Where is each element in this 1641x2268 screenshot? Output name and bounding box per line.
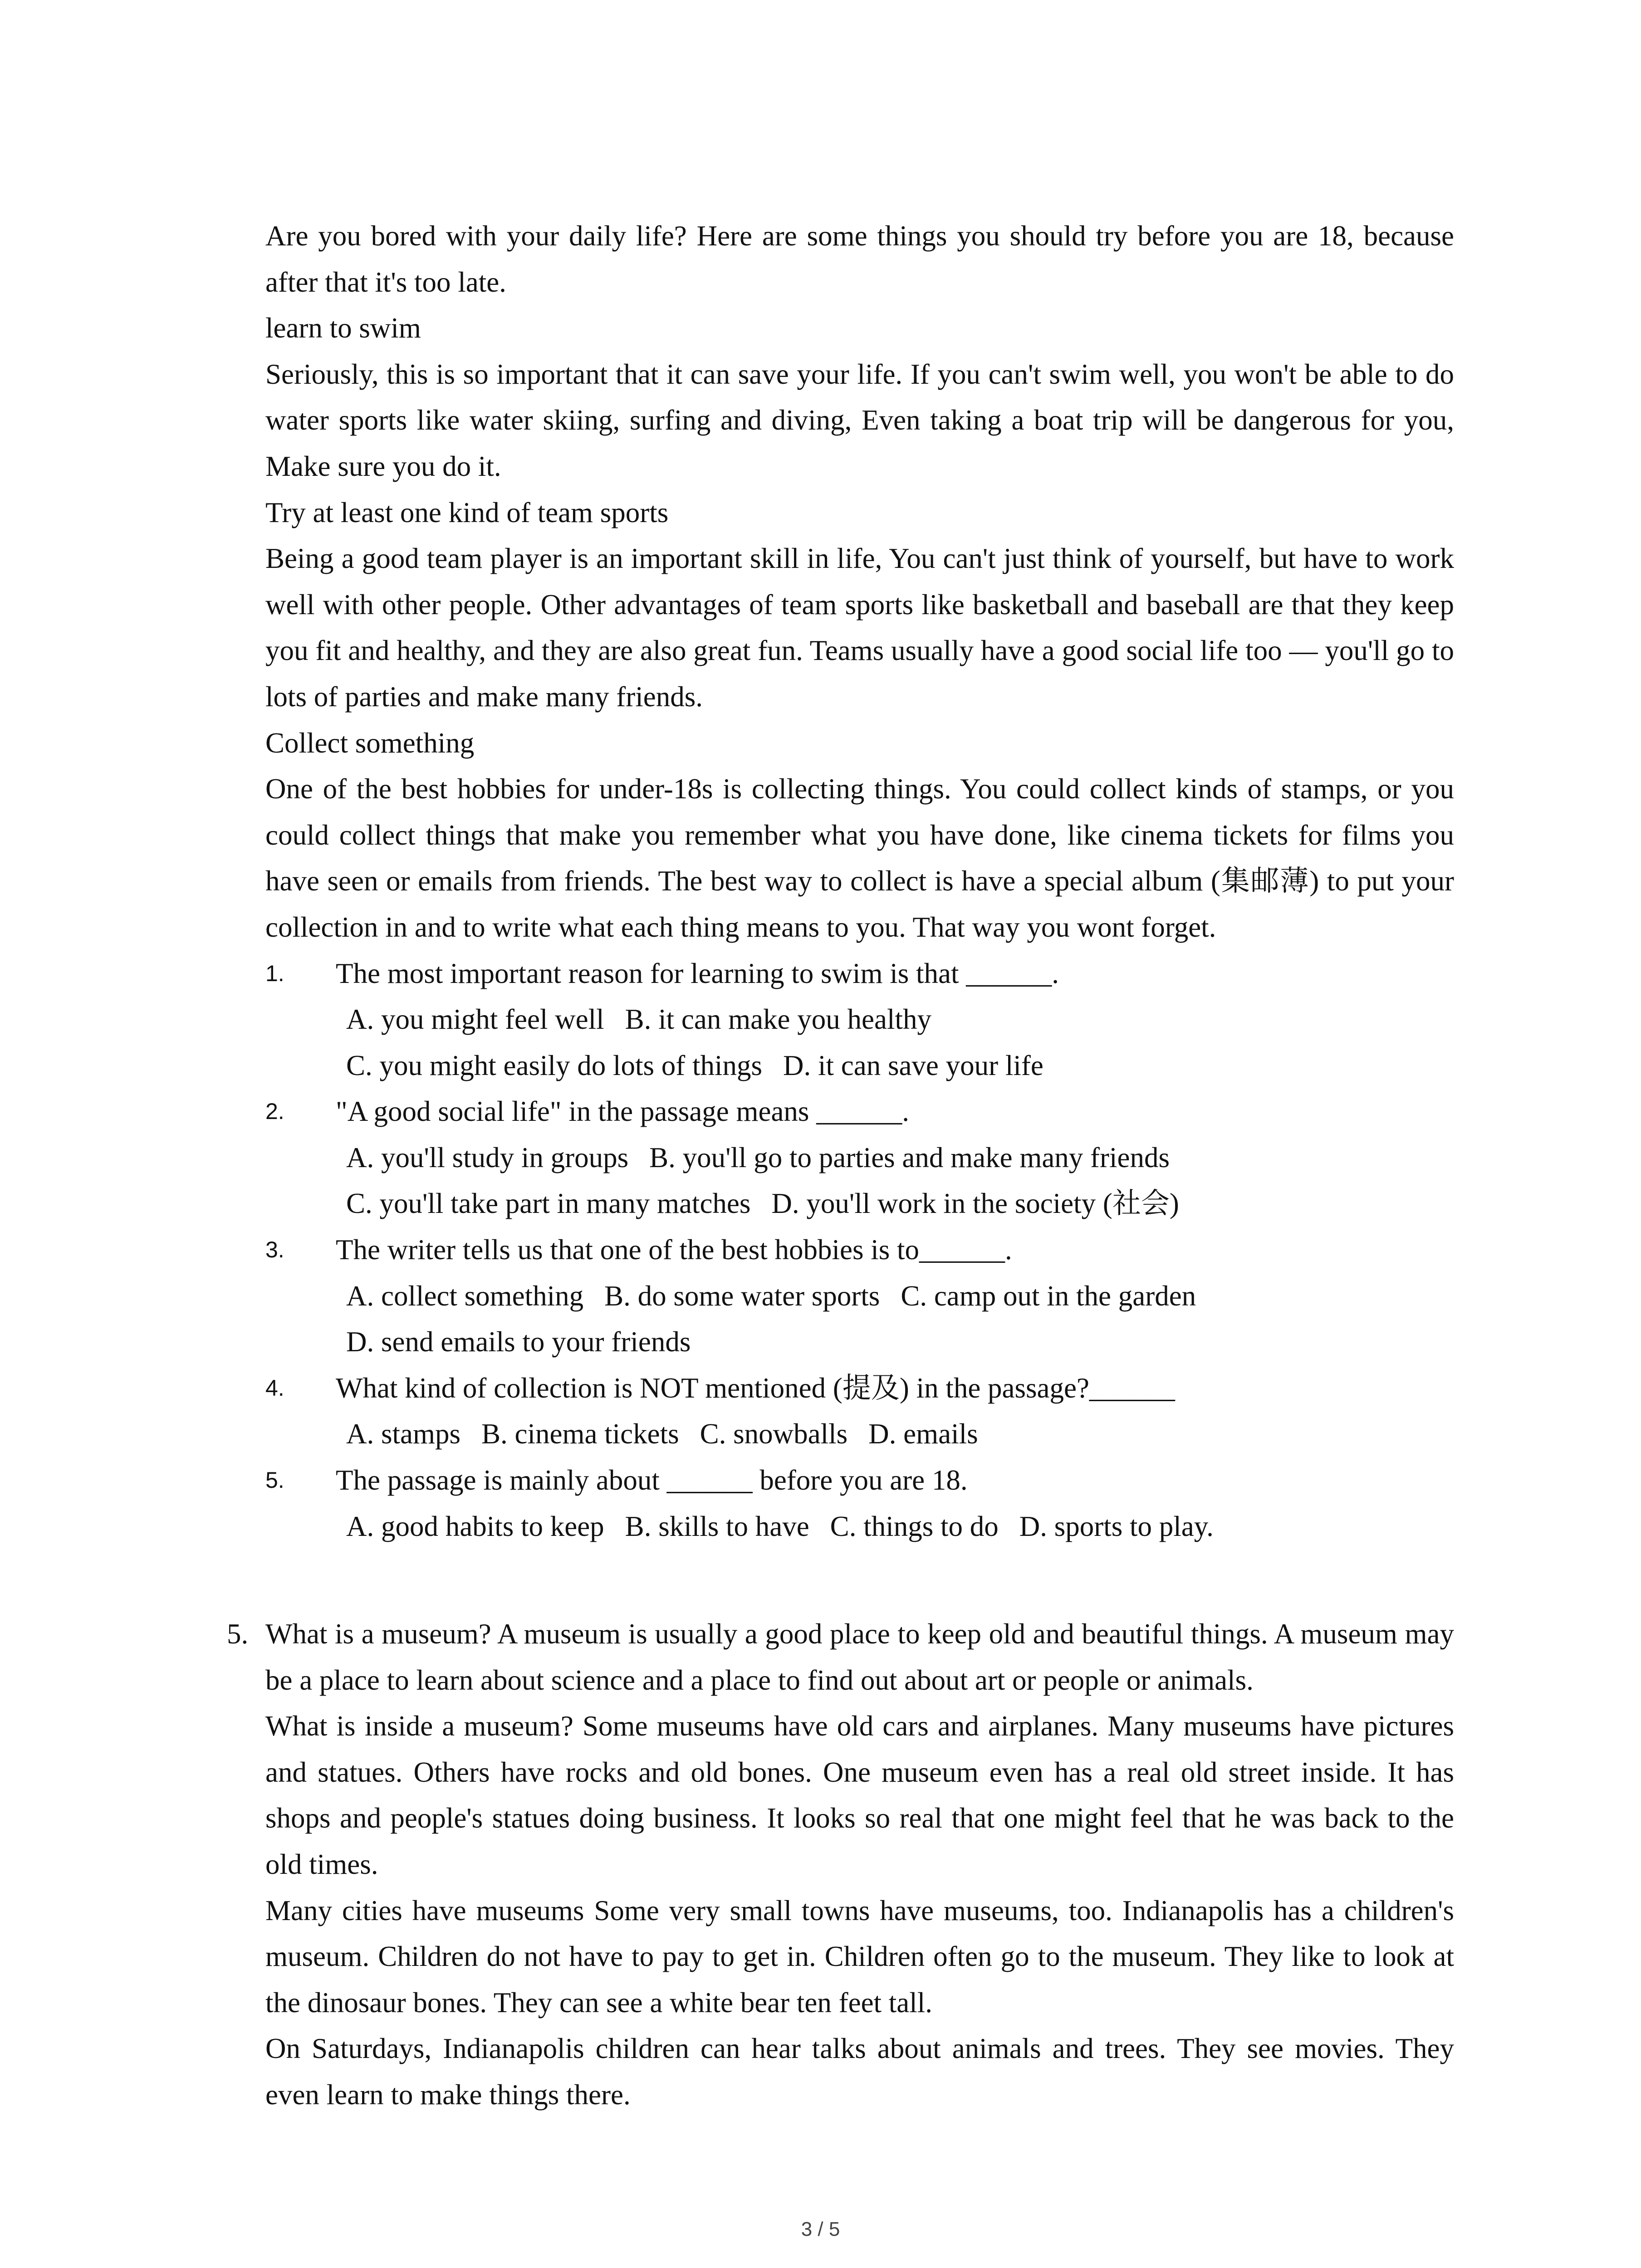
answer-option: A. collect something (346, 1280, 584, 1312)
intro-paragraph: Are you bored with your daily life? Here are some things you should try before you are 18, because after that it's too late. (265, 220, 1454, 298)
answer-option: B. it can make you healthy (625, 1003, 931, 1036)
paragraph-team-sports: Being a good team player is an important skill in life, You can't just think of yourself, but have to work well with other people. Other advantages of team sports like basketball and baseball are that they keep you fit and healthy, and they are also great fun. Teams usually have a good social life too — you'll go to lots of parties and make many friends. (265, 543, 1454, 713)
answer-option: A. stamps (346, 1418, 460, 1450)
option-row (265, 1181, 1454, 1227)
option-row (265, 1043, 1454, 1089)
heading-swim: learn to swim (265, 312, 421, 344)
question-number: 5. (265, 1467, 284, 1493)
answer-option: C. camp out in the garden (901, 1280, 1196, 1312)
answer-option: B. do some water sports (604, 1280, 880, 1312)
option-row (265, 1504, 1454, 1550)
passage5-paragraph-1-text: What is a museum? A museum is usually a good place to keep old and beautiful things. A museum may be a place to learn about science and a place to find out about art or people or animals. (265, 1618, 1454, 1696)
question-text: The passage is mainly about ______ before you are 18. (336, 1464, 968, 1496)
question-number: 1. (265, 960, 284, 986)
option-row (265, 1273, 1454, 1320)
paragraph-swim: Seriously, this is so important that it can save your life. If you can't swim well, you won't be able to do water sports like water skiing, surfing and diving, Even taking a boat trip will be dangerous for you, Make sure you do it. (265, 358, 1454, 482)
passage5-paragraph-2: What is inside a museum? Some museums have old cars and airplanes. Many museums have pictures and statues. Others have rocks and old bones. One museum even has a real old street inside. It has shops and people's statues doing business. It looks so real that one might feel that he was back to the old times. (265, 1710, 1454, 1880)
answer-option: C. you'll take part in many matches (346, 1188, 751, 1220)
passage5-paragraph-1 (227, 1611, 1454, 1703)
question-3 (265, 1227, 1454, 1273)
question-number: 2. (265, 1099, 284, 1124)
question-text: The writer tells us that one of the best hobbies is to______. (336, 1234, 1012, 1266)
question-4 (265, 1365, 1454, 1412)
question-number: 4. (265, 1375, 284, 1401)
answer-option: A. good habits to keep (346, 1510, 604, 1542)
question-text: What kind of collection is NOT mentioned (提及) in the passage?______ (336, 1372, 1175, 1404)
answer-option: D. sports to play. (1019, 1510, 1214, 1542)
question-number: 3. (265, 1237, 284, 1263)
heading-team-sports: Try at least one kind of team sports (265, 496, 669, 528)
option-row (265, 1411, 1454, 1457)
question-list (265, 951, 1454, 1550)
answer-option: B. cinema tickets (481, 1418, 679, 1450)
paragraph-collect: One of the best hobbies for under-18s is collecting things. You could collect kinds of stamps, or you could collect things that make you remember what you have done, like cinema tickets for films you have seen or emails from friends. The best way to collect is have a special album (集邮薄) to put your collection in and to write what each thing means to you. That way you wont forget. (265, 773, 1454, 943)
passage5-paragraph-4: On Saturdays, Indianapolis children can hear talks about animals and trees. They see movies. They even learn to make things there. (265, 2033, 1454, 2111)
question-text: "A good social life" in the passage means ______. (336, 1095, 909, 1128)
answer-option: C. you might easily do lots of things (346, 1049, 763, 1081)
passage5-number: 5. (227, 1618, 249, 1650)
answer-option: D. send emails to your friends (346, 1326, 691, 1358)
answer-option: D. emails (868, 1418, 978, 1450)
passage5-paragraph-3: Many cities have museums Some very small towns have museums, too. Indianapolis has a children's museum. Children do not have to pay to get in. Children often go to the museum. They like to look at the dinosaur bones. They can see a white bear ten feet tall. (265, 1894, 1454, 2019)
answer-option: D. you'll work in the society (社会) (771, 1188, 1179, 1220)
answer-option: D. it can save your life (783, 1049, 1043, 1081)
answer-option: C. snowballs (700, 1418, 848, 1450)
question-text: The most important reason for learning to swim is that ______. (336, 957, 1059, 989)
answer-option: B. you'll go to parties and make many friends (649, 1141, 1170, 1173)
heading-collect: Collect something (265, 727, 475, 759)
answer-option: A. you might feel well (346, 1003, 604, 1036)
answer-option: A. you'll study in groups (346, 1141, 629, 1173)
answer-option: C. things to do (830, 1510, 999, 1542)
option-row (265, 997, 1454, 1043)
answer-option: B. skills to have (625, 1510, 809, 1542)
page-number: 3 / 5 (801, 2218, 840, 2240)
question-1 (265, 951, 1454, 997)
question-5 (265, 1457, 1454, 1504)
passage-4 (265, 213, 1454, 1549)
passage-5 (227, 1611, 1454, 2118)
option-row (265, 1135, 1454, 1181)
option-row (265, 1319, 1454, 1365)
question-2 (265, 1089, 1454, 1135)
